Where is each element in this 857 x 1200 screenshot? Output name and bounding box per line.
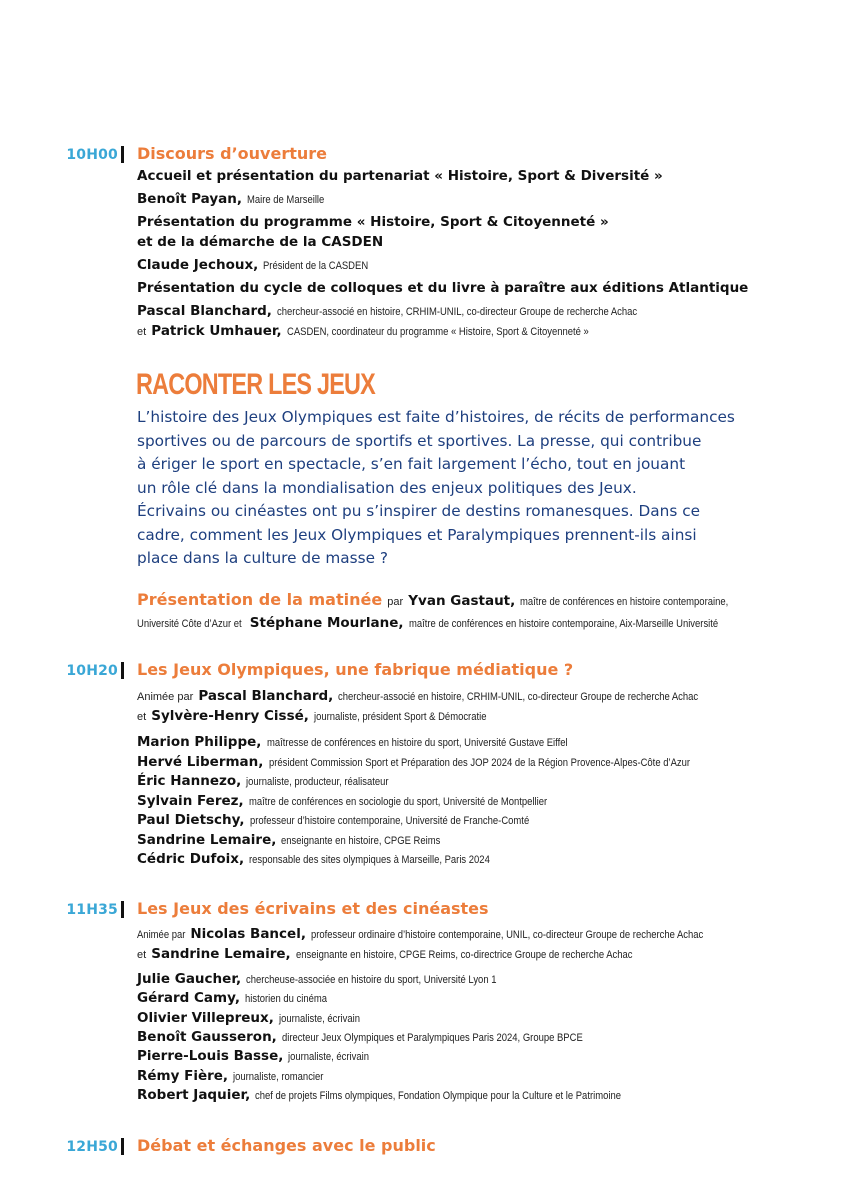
moderator-role: professeur ordinaire d’histoire contemporaine, UNIL, co-directeur Groupe de recherche Achac xyxy=(311,929,704,941)
moderator-line xyxy=(137,705,515,724)
speaker-line xyxy=(137,829,467,848)
speaker-role: président Commission Sport et Préparation des JOP 2024 de la Région Provence-Alpes-Côte d’Azur xyxy=(268,756,690,769)
moderated-by-label: Animée par xyxy=(137,929,186,941)
intro-line: place dans la culture de masse ? xyxy=(137,549,388,567)
speaker-name: Robert Jaquier, xyxy=(137,1086,251,1103)
by-label: par xyxy=(387,596,404,608)
speaker-name: Julie Gaucher, xyxy=(137,971,242,987)
speaker-role: maître de conférences en histoire contemporaine, xyxy=(520,596,729,608)
speaker-name: Paul Dietschy, xyxy=(137,812,245,828)
moderator-role: chercheur-associé en histoire, CRHIM-UNIL, co-directeur Groupe de recherche Achac xyxy=(338,691,699,703)
speaker-name: Claude Jechoux, xyxy=(137,257,259,273)
speaker-line xyxy=(137,612,768,631)
speaker-line xyxy=(137,968,537,987)
session-title: Les Jeux Olympiques, une fabrique médiatique ? xyxy=(137,660,574,679)
speaker-role: maître de conférences en sociologie du sport, Université de Montpellier xyxy=(248,795,547,808)
speaker-line xyxy=(137,987,340,1006)
moderator-line xyxy=(137,685,757,704)
agenda-item-title: Présentation du programme « Histoire, Sport & Citoyenneté » xyxy=(137,214,609,230)
speaker-name: Benoît Gausseron, xyxy=(137,1028,277,1045)
speaker-line xyxy=(137,320,638,339)
speaker-name: Olivier Villepreux, xyxy=(137,1009,274,1026)
session-time: 10H20 xyxy=(66,663,118,679)
conjunction: et xyxy=(137,949,147,961)
moderator-role: journaliste, président Sport & Démocratie xyxy=(314,711,487,723)
section-heading: RACONTER LES JEUX xyxy=(136,368,375,401)
speaker-role: Université Côte d’Azur et xyxy=(137,618,242,630)
speaker-line xyxy=(137,1065,338,1084)
session-time: 11H35 xyxy=(66,902,118,918)
agenda-item-title: Accueil et présentation du partenariat « Histoire, Sport & Diversité » xyxy=(137,168,663,184)
speaker-name: Gérard Camy, xyxy=(137,990,240,1007)
speaker-name: Hervé Liberman, xyxy=(137,753,264,770)
morning-presentation xyxy=(137,590,763,609)
moderator-name: Sylvère-Henry Cissé, xyxy=(151,708,309,724)
moderator-name: Sandrine Lemaire, xyxy=(151,946,291,962)
speaker-line xyxy=(137,300,696,319)
moderator-name: Nicolas Bancel, xyxy=(190,926,306,942)
session-title: Discours d’ouverture xyxy=(137,144,328,163)
intro-line: L’histoire des Jeux Olympiques est faite d’histoires, de récits de performances xyxy=(137,408,735,426)
intro-line: cadre, comment les Jeux Olympiques et Paralympiques prennent-ils ainsi xyxy=(137,525,697,544)
speaker-role: historien du cinéma xyxy=(245,993,328,1006)
speaker-role: professeur d’histoire contemporaine, Université de Franche-Comté xyxy=(249,815,529,827)
session-time: 12H50 xyxy=(66,1139,118,1155)
speaker-role: chef de projets Films olympiques, Fondation Olympique pour la Culture et le Patrimoine xyxy=(255,1089,622,1102)
speaker-name: Éric Hannezo, xyxy=(137,773,242,789)
moderator-role: enseignante en histoire, CPGE Reims, co-directrice Groupe de recherche Achac xyxy=(295,949,633,961)
speaker-line xyxy=(137,731,616,750)
speaker-name: Marion Philippe, xyxy=(137,734,262,750)
speaker-line xyxy=(137,1007,373,1026)
intro-line: sportives ou de parcours de sportifs et sportives. La presse, qui contribue xyxy=(137,431,702,450)
speaker-role: journaliste, romancier xyxy=(233,1070,324,1083)
presentation-title: Présentation de la matinée xyxy=(137,590,383,609)
speaker-name: Stéphane Mourlane, xyxy=(249,615,404,631)
conjunction: et xyxy=(137,326,147,338)
time-separator xyxy=(121,146,124,163)
intro-line: à ériger le sport en spectacle, s’en fait largement l’écho, tout en jouant xyxy=(137,455,686,473)
speaker-name: Pierre-Louis Basse, xyxy=(137,1048,284,1065)
agenda-item-title-cont: et de la démarche de la CASDEN xyxy=(137,234,384,250)
intro-line: Écrivains ou cinéastes ont pu s’inspirer de destins romanesques. Dans ce xyxy=(137,502,701,520)
speaker-line xyxy=(137,1084,681,1103)
speaker-role: responsable des sites olympiques à Marseille, Paris 2024 xyxy=(249,854,491,866)
session-title: Débat et échanges avec le public xyxy=(137,1136,436,1155)
speaker-line xyxy=(137,751,758,770)
speaker-line xyxy=(137,1026,632,1045)
speaker-line xyxy=(137,1045,383,1064)
speaker-name: Rémy Fière, xyxy=(137,1067,229,1084)
speaker-name: Benoît Payan, xyxy=(137,191,242,207)
speaker-name: Sylvain Ferez, xyxy=(137,792,244,809)
speaker-name: Yvan Gastaut, xyxy=(408,593,516,609)
moderator-line xyxy=(137,943,687,962)
agenda-item-title: Présentation du cycle de colloques et du livre à paraître aux éditions Atlantique xyxy=(137,280,749,296)
speaker-name: Patrick Umhauer, xyxy=(151,323,282,339)
speaker-line xyxy=(137,770,412,789)
session-title: Les Jeux des écrivains et des cinéastes xyxy=(137,899,489,918)
speaker-role: enseignante en histoire, CPGE Reims xyxy=(281,834,441,847)
speaker-role: Maire de Marseille xyxy=(247,194,325,206)
speaker-name: Sandrine Lemaire, xyxy=(137,831,277,848)
time-separator xyxy=(121,662,124,679)
time-separator xyxy=(121,901,124,918)
moderator-name: Pascal Blanchard, xyxy=(198,688,334,704)
speaker-role: maîtresse de conférences en histoire du sport, Université Gustave Eiffel xyxy=(266,737,568,749)
speaker-role: directeur Jeux Olympiques et Paralympiques Paris 2024, Groupe BPCE xyxy=(281,1031,583,1044)
moderated-by-label: Animée par xyxy=(137,691,194,703)
speaker-name: Pascal Blanchard, xyxy=(137,303,272,319)
speaker-role: journaliste, écrivain xyxy=(288,1051,370,1064)
section-intro xyxy=(137,406,837,571)
speaker-role: chercheur-associé en histoire, CRHIM-UNIL, co-directeur Groupe de recherche Achac xyxy=(277,306,638,318)
speaker-line xyxy=(137,254,386,273)
conjunction: et xyxy=(137,711,147,723)
speaker-role: journaliste, producteur, réalisateur xyxy=(246,776,389,788)
intro-line: un rôle clé dans la mondialisation des enjeux politiques des Jeux. xyxy=(137,478,637,497)
speaker-role: journaliste, écrivain xyxy=(278,1012,360,1025)
speaker-line xyxy=(137,188,337,207)
speaker-role: maître de conférences en histoire contemporaine, Aix-Marseille Université xyxy=(408,618,718,630)
speaker-role: Président de la CASDEN xyxy=(263,260,369,272)
speaker-role: chercheuse-associée en histoire du sport, Université Lyon 1 xyxy=(246,974,497,986)
speaker-line xyxy=(137,809,574,828)
session-time: 10H00 xyxy=(66,147,118,163)
moderator-line xyxy=(137,923,767,942)
speaker-name: Cédric Dufoix, xyxy=(137,851,245,867)
time-separator xyxy=(121,1138,124,1155)
speaker-line xyxy=(137,848,529,867)
speaker-role: CASDEN, coordinateur du programme « Histoire, Sport & Citoyenneté » xyxy=(286,326,589,338)
speaker-line xyxy=(137,790,595,809)
